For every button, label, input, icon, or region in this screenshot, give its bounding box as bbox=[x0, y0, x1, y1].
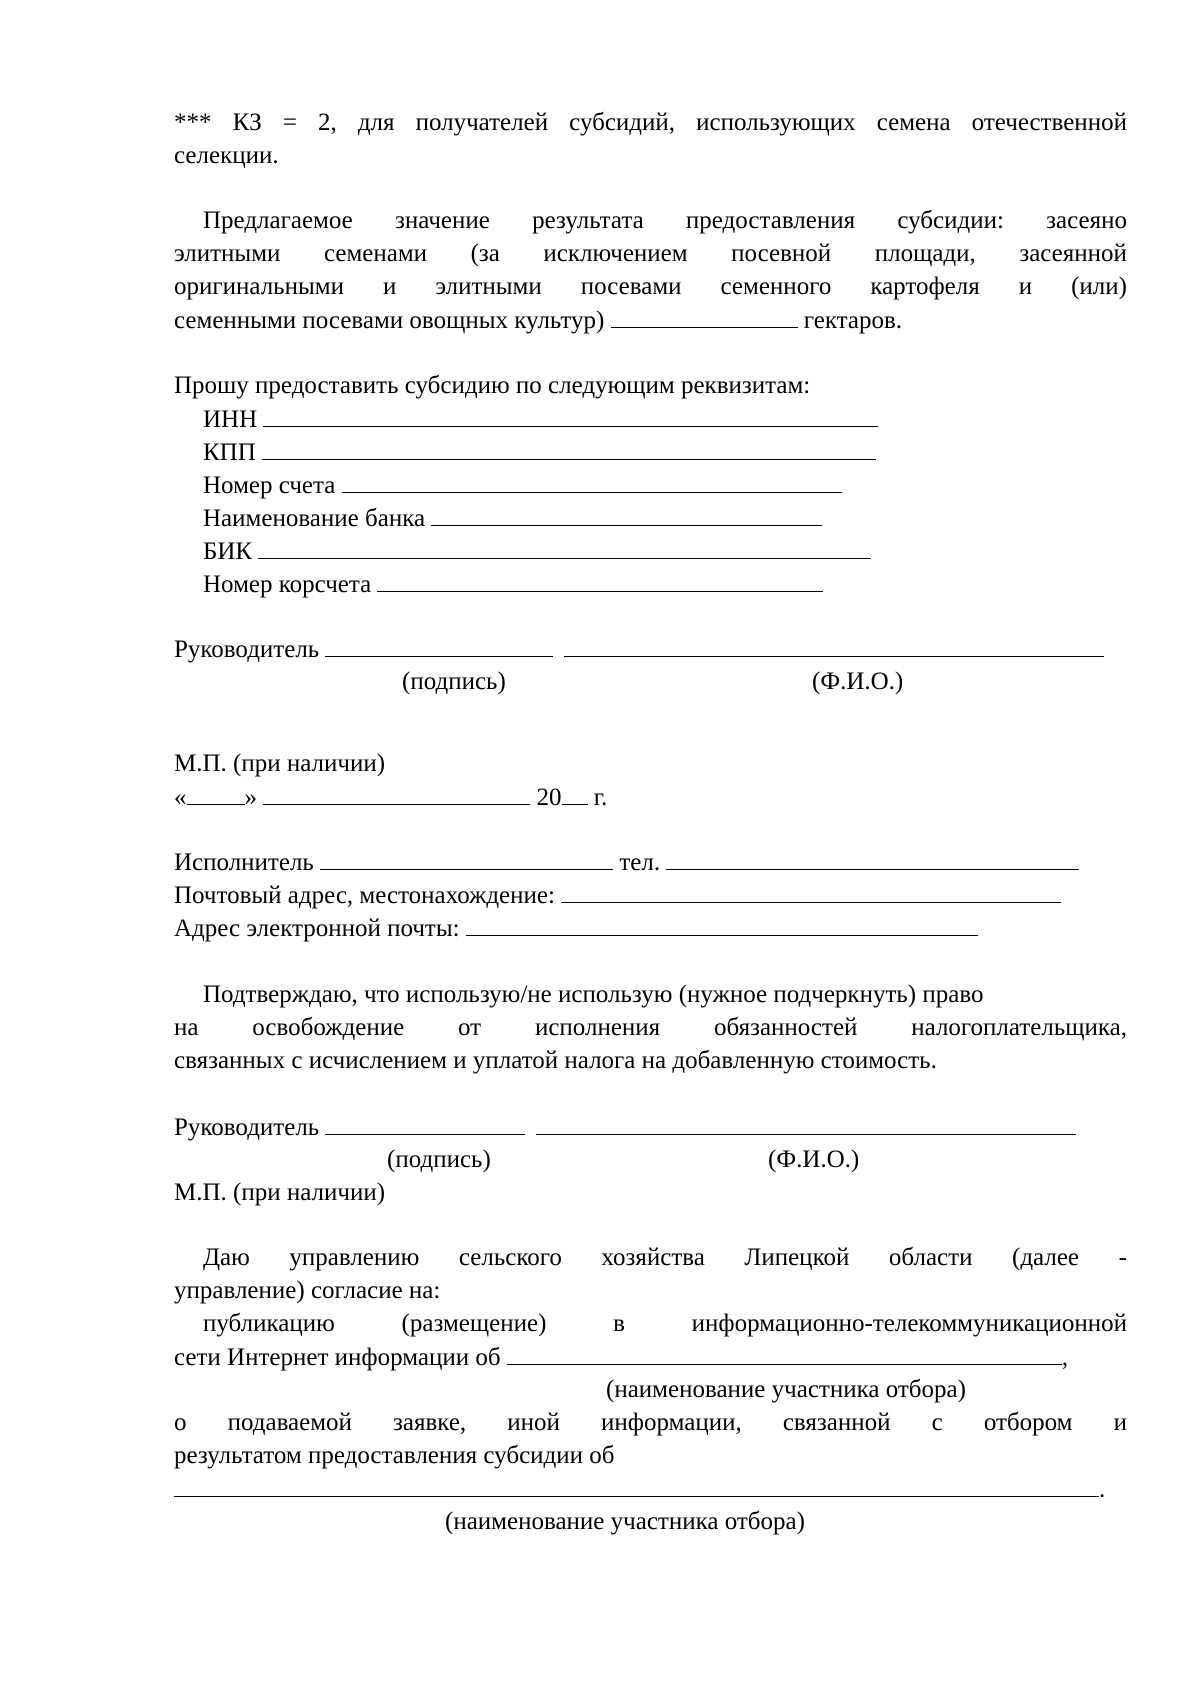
word: посевами bbox=[580, 273, 682, 300]
executor-field[interactable] bbox=[320, 845, 613, 870]
word: 2, bbox=[318, 109, 337, 136]
word: заявке, bbox=[393, 1409, 467, 1436]
word: (далее bbox=[1012, 1244, 1080, 1271]
word: связанной bbox=[782, 1409, 891, 1436]
word: для bbox=[357, 109, 395, 136]
word: с bbox=[931, 1409, 943, 1436]
bank-label: Наименование банка bbox=[203, 505, 426, 532]
hectares-field[interactable] bbox=[611, 303, 798, 328]
bank-field[interactable] bbox=[431, 501, 822, 526]
consent-line-7-period: . bbox=[1099, 1476, 1106, 1503]
stamp-1: М.П. (при наличии) bbox=[174, 750, 386, 777]
result-line-3 bbox=[174, 270, 1127, 303]
word: Даю bbox=[203, 1244, 250, 1271]
account-field[interactable] bbox=[342, 468, 842, 493]
word: значение bbox=[395, 207, 490, 234]
result-line-4-unit: гектаров. bbox=[803, 307, 903, 334]
result-line-1 bbox=[203, 204, 1127, 237]
word: субсидий, bbox=[569, 109, 676, 136]
word: элитными bbox=[174, 240, 281, 267]
word: хозяйства bbox=[601, 1244, 705, 1271]
word: результата bbox=[532, 207, 644, 234]
participant-caption-2: (наименование участника отбора) bbox=[445, 1508, 805, 1535]
date-row bbox=[174, 780, 607, 814]
postal-field[interactable] bbox=[561, 878, 1061, 903]
phone-label: тел. bbox=[619, 849, 661, 876]
consent-line-6: результатом предоставления субсидии об bbox=[174, 1442, 615, 1469]
word: использующих bbox=[696, 109, 856, 136]
participant-name-field-1[interactable] bbox=[507, 1340, 1062, 1365]
word: оригинальными bbox=[174, 273, 344, 300]
consent-line-4 bbox=[174, 1340, 1068, 1374]
word: - bbox=[1118, 1244, 1127, 1271]
date-close-quote: » bbox=[244, 784, 257, 811]
signature-1-name-field[interactable] bbox=[564, 632, 1104, 657]
footnote-line-2: селекции. bbox=[174, 142, 279, 169]
word: засеяно bbox=[1046, 207, 1127, 234]
signature-1-name-caption: (Ф.И.О.) bbox=[812, 668, 904, 695]
word: исполнения bbox=[534, 1014, 661, 1041]
bank-row bbox=[203, 501, 822, 535]
word: отечественной bbox=[971, 109, 1127, 136]
consent-line-4-text: сети Интернет информации об bbox=[174, 1344, 501, 1371]
word: *** bbox=[174, 109, 212, 136]
word: = bbox=[282, 109, 297, 136]
word: Предлагаемое bbox=[203, 207, 353, 234]
signature-2-sign-caption: (подпись) bbox=[387, 1146, 491, 1173]
word: о bbox=[174, 1409, 187, 1436]
signature-1-label: Руководитель bbox=[174, 636, 320, 663]
date-day-field[interactable] bbox=[187, 780, 245, 805]
vat-line-2 bbox=[174, 1011, 1127, 1044]
signature-2-label: Руководитель bbox=[174, 1114, 320, 1141]
word: информации, bbox=[601, 1409, 742, 1436]
kpp-label: КПП bbox=[203, 439, 256, 466]
result-line-4 bbox=[174, 303, 902, 337]
word: картофеля bbox=[870, 273, 980, 300]
bik-row bbox=[203, 534, 871, 568]
word: в bbox=[613, 1310, 625, 1337]
participant-caption-1: (наименование участника отбора) bbox=[606, 1376, 966, 1403]
word: и bbox=[1018, 273, 1033, 300]
email-label: Адрес электронной почты: bbox=[174, 915, 460, 942]
email-field[interactable] bbox=[466, 911, 978, 936]
footnote-line-1 bbox=[174, 106, 1127, 139]
word: сельского bbox=[458, 1244, 562, 1271]
kpp-field[interactable] bbox=[262, 435, 876, 460]
word: получателей bbox=[415, 109, 549, 136]
word: семенного bbox=[720, 273, 832, 300]
word: исключением bbox=[543, 240, 688, 267]
consent-line-2: управление) согласие на: bbox=[174, 1277, 441, 1304]
word: (размещение) bbox=[401, 1310, 547, 1337]
signature-2-name-field[interactable] bbox=[536, 1110, 1076, 1135]
participant-name-field-2[interactable] bbox=[174, 1472, 1099, 1497]
consent-line-5 bbox=[174, 1406, 1127, 1439]
word: и bbox=[1113, 1409, 1127, 1436]
consent-line-1 bbox=[203, 1241, 1127, 1274]
word: подаваемой bbox=[227, 1409, 352, 1436]
signature-2-name-caption: (Ф.И.О.) bbox=[768, 1146, 860, 1173]
signature-1-sign-field[interactable] bbox=[325, 632, 553, 657]
executor-label: Исполнитель bbox=[174, 849, 314, 876]
word: предоставления bbox=[685, 207, 856, 234]
word: субсидии: bbox=[897, 207, 1004, 234]
date-month-field[interactable] bbox=[263, 780, 530, 805]
word: отбором bbox=[983, 1409, 1073, 1436]
consent-line-3 bbox=[203, 1307, 1127, 1340]
word: на bbox=[174, 1014, 199, 1041]
word: области bbox=[888, 1244, 973, 1271]
date-open-quote: « bbox=[174, 784, 187, 811]
word: налогоплательщика, bbox=[911, 1014, 1127, 1041]
date-year-prefix: 20 bbox=[536, 784, 562, 811]
stamp-2: М.П. (при наличии) bbox=[174, 1179, 386, 1206]
word: освобождение bbox=[252, 1014, 405, 1041]
signature-1-sign-caption: (подпись) bbox=[402, 668, 506, 695]
word: и bbox=[382, 273, 397, 300]
requisites-intro: Прошу предоставить субсидию по следующим реквизитам: bbox=[174, 372, 811, 399]
inn-row bbox=[203, 402, 878, 436]
word: посевной bbox=[731, 240, 832, 267]
consent-line-7 bbox=[174, 1472, 1105, 1506]
word: (или) bbox=[1071, 273, 1127, 300]
executor-row bbox=[174, 845, 1079, 879]
word: обязанностей bbox=[713, 1014, 858, 1041]
word: иной bbox=[507, 1409, 560, 1436]
word: КЗ bbox=[232, 109, 262, 136]
date-year-field[interactable] bbox=[562, 780, 588, 805]
word: засеянной bbox=[1019, 240, 1127, 267]
inn-label: ИНН bbox=[203, 406, 258, 433]
word: площади, bbox=[874, 240, 976, 267]
word: Липецкой bbox=[744, 1244, 850, 1271]
bik-field[interactable] bbox=[258, 534, 871, 559]
word: семенами bbox=[323, 240, 428, 267]
bik-label: БИК bbox=[203, 538, 253, 565]
signature-1-row bbox=[174, 632, 1104, 666]
postal-label: Почтовый адрес, местонахождение: bbox=[174, 882, 555, 909]
result-line-4-text: семенными посевами овощных культур) bbox=[174, 307, 605, 334]
corr-row bbox=[203, 567, 823, 601]
word: семена bbox=[876, 109, 951, 136]
inn-field[interactable] bbox=[263, 402, 878, 427]
result-line-2 bbox=[174, 237, 1127, 270]
account-label: Номер счета bbox=[203, 472, 336, 499]
corr-label: Номер корсчета bbox=[203, 571, 372, 598]
postal-row bbox=[174, 878, 1061, 912]
corr-field[interactable] bbox=[377, 567, 823, 592]
word: (за bbox=[470, 240, 500, 267]
email-row bbox=[174, 911, 978, 945]
word: от bbox=[458, 1014, 482, 1041]
account-row bbox=[203, 468, 842, 502]
word: информационно-телекоммуникационной bbox=[691, 1310, 1127, 1337]
date-year-suffix: г. bbox=[593, 784, 608, 811]
word: публикацию bbox=[203, 1310, 335, 1337]
word: управлению bbox=[289, 1244, 420, 1271]
vat-line-1: Подтверждаю, что использую/не использую (нужное подчеркнуть) право bbox=[203, 981, 984, 1008]
signature-2-sign-field[interactable] bbox=[325, 1110, 525, 1135]
kpp-row bbox=[203, 435, 876, 469]
phone-field[interactable] bbox=[666, 845, 1079, 870]
vat-line-3: связанных с исчислением и уплатой налога на добавленную стоимость. bbox=[174, 1047, 937, 1074]
word: элитными bbox=[435, 273, 542, 300]
signature-2-row bbox=[174, 1110, 1076, 1144]
consent-line-4-comma: , bbox=[1061, 1344, 1069, 1371]
